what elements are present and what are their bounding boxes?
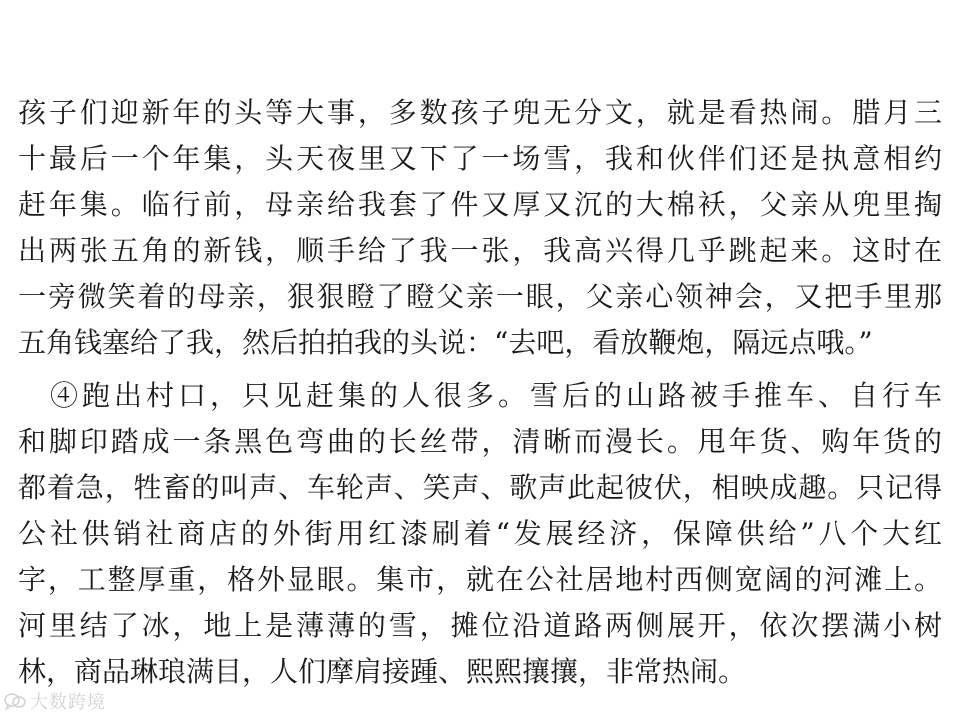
text-line: 河里结了冰，地上是薄薄的雪，摊位沿道路两侧展开，依次摆满小树 [18,609,942,642]
text-line: 和脚印踏成一条黑色弯曲的长丝带，清晰而漫长。甩年货、购年货的 [18,425,942,458]
text-line: 一旁微笑着的母亲，狠狠瞪了瞪父亲一眼，父亲心领神会，又把手里那 [18,280,942,313]
watermark [4,688,106,714]
text-line: 都着急，牲畜的叫声、车轮声、笑声、歌声此起彼伏，相映成趣。只记得 [18,471,942,504]
chat-bubble-logo-icon [4,692,26,710]
text-line: 五角钱塞给了我，然后拍拍我的头说：“去吧，看放鞭炮，隔远点哦。” [18,326,873,359]
text-line: 出两张五角的新钱，顺手给了我一张，我高兴得几乎跳起来。这时在 [18,234,942,267]
text-line: 赶年集。临行前，母亲给我套了件又厚又沉的大棉袄，父亲从兜里掏 [18,188,942,221]
text-line: 十最后一个年集，头天夜里又下了一场雪，我和伙伴们还是执意相约 [18,142,942,175]
text-line: 公社供销社商店的外街用红漆刷着“发展经济，保障供给”八个大红 [18,517,942,550]
text-line: ④跑出村口，只见赶集的人很多。雪后的山路被手推车、自行车 [18,379,942,412]
watermark-text: 大数跨境 [30,692,106,713]
text-line: 孩子们迎新年的头等大事，多数孩子兜无分文，就是看热闹。腊月三 [18,96,942,129]
text-line: 林，商品琳琅满目，人们摩肩接踵、熙熙攘攘，非常热闹。 [18,655,747,688]
text-line: 字，工整厚重，格外显眼。集市，就在公社居地村西侧宽阔的河滩上。 [18,563,942,596]
